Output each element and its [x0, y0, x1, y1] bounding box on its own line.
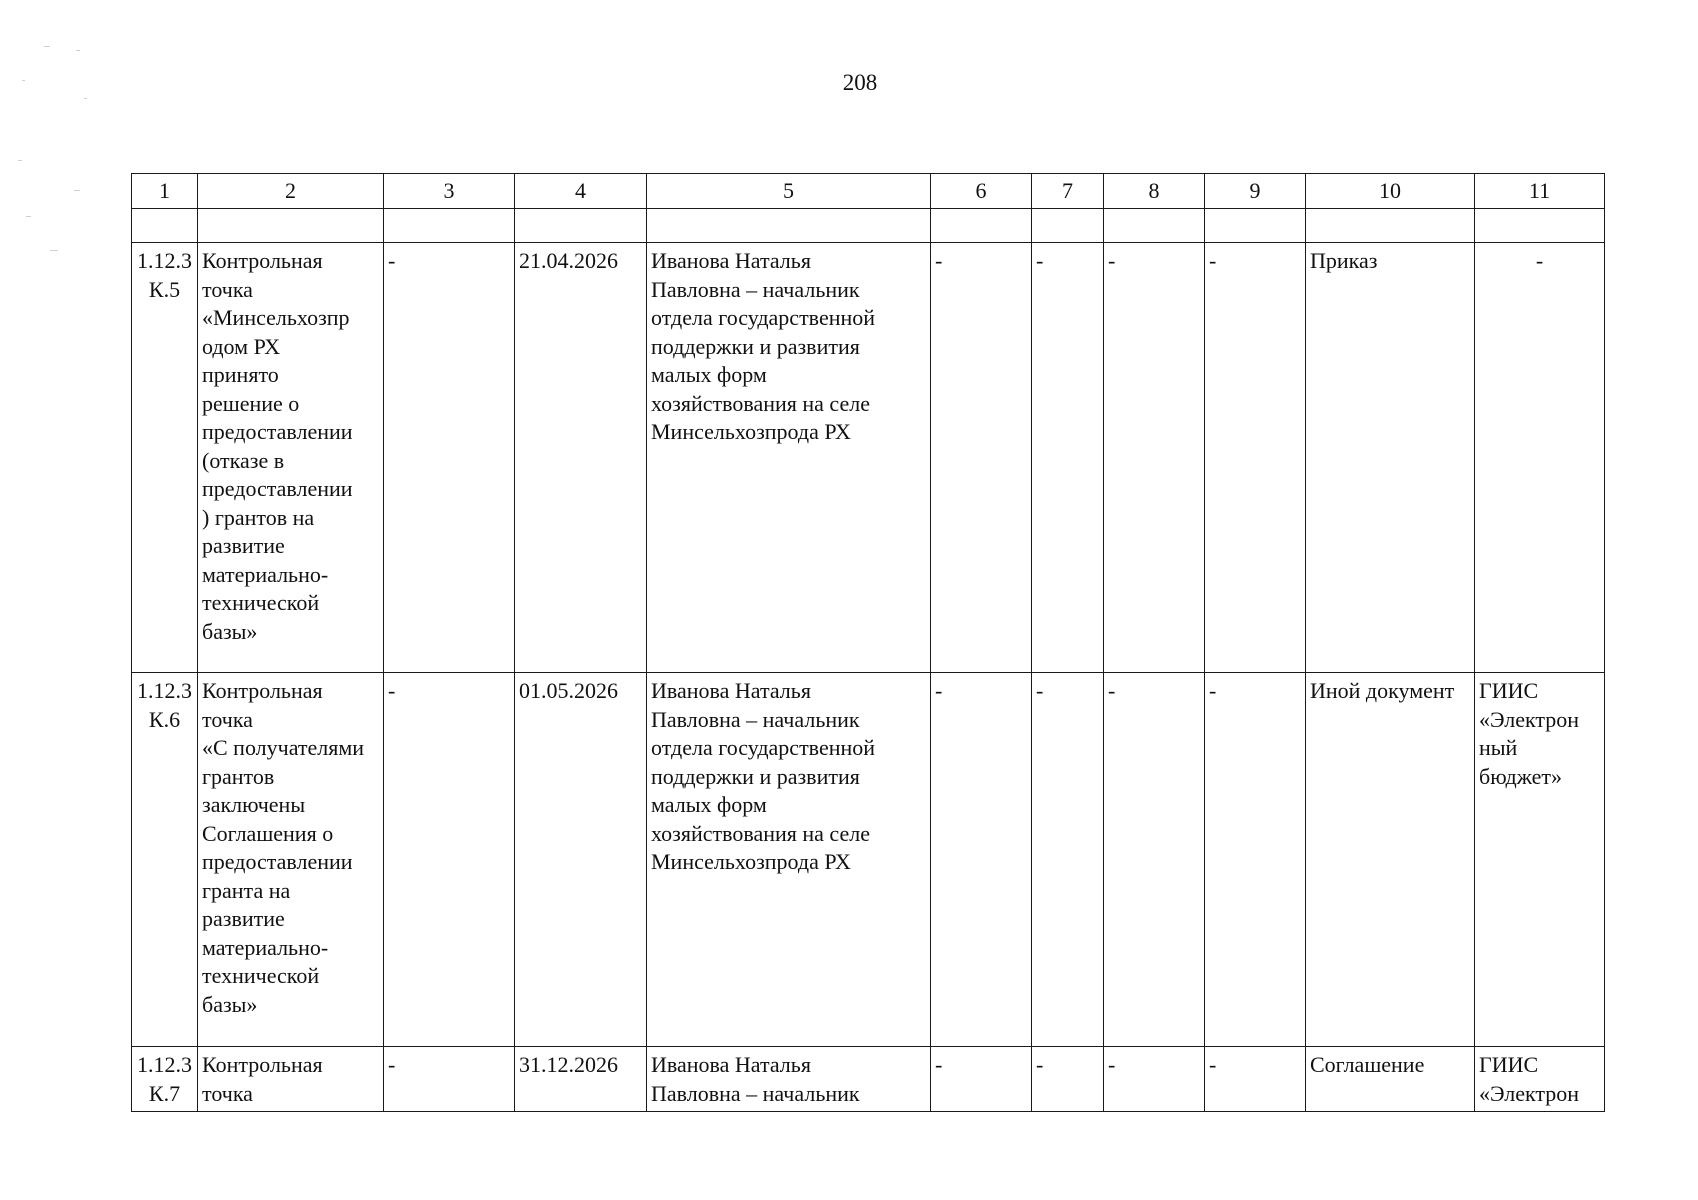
blank-cell: [647, 209, 931, 243]
blank-cell: [1032, 209, 1104, 243]
column-header-3: 3: [384, 174, 515, 209]
col3-value: -: [384, 673, 515, 1047]
information-system: ГИИС «Электрон ный бюджет»: [1475, 673, 1605, 1047]
col8-value: -: [1104, 243, 1205, 673]
item-name: Контрольная точка «Минсельхозпр одом РХ принято решение о предоставлении (отказе в предоставлении ) грантов на развитие материально- технической базы»: [198, 243, 384, 673]
col8-value: -: [1104, 1047, 1205, 1112]
column-header-5: 5: [647, 174, 931, 209]
column-header-11: 11: [1475, 174, 1605, 209]
col3-value: -: [384, 243, 515, 673]
col8-value: -: [1104, 673, 1205, 1047]
information-system: -: [1475, 243, 1605, 673]
blank-cell: [1306, 209, 1475, 243]
column-header-7: 7: [1032, 174, 1104, 209]
column-header-4: 4: [515, 174, 647, 209]
data-table: [131, 173, 1605, 1112]
blank-cell: [1205, 209, 1306, 243]
blank-cell: [515, 209, 647, 243]
blank-cell: [1104, 209, 1205, 243]
table-blank-row: [132, 209, 1605, 243]
due-date: 21.04.2026: [515, 243, 647, 673]
blank-cell: [198, 209, 384, 243]
blank-cell: [931, 209, 1032, 243]
column-header-1: 1: [132, 174, 198, 209]
column-header-9: 9: [1205, 174, 1306, 209]
col6-value: -: [931, 243, 1032, 673]
blank-cell: [384, 209, 515, 243]
document-type: Соглашение: [1306, 1047, 1475, 1112]
item-number: 1.12.3 К.6: [132, 673, 198, 1047]
blank-cell: [132, 209, 198, 243]
col7-value: -: [1032, 243, 1104, 673]
responsible-person: Иванова Наталья Павловна – начальник отдела государственной поддержки и развития малых форм хозяйствования на селе Минсельхозпрода РХ: [647, 243, 931, 673]
col9-value: -: [1205, 243, 1306, 673]
item-name: Контрольная точка: [198, 1047, 384, 1112]
page-number: 208: [842, 70, 878, 95]
document-type: Приказ: [1306, 243, 1475, 673]
table-row: [132, 1047, 1605, 1112]
column-header-10: 10: [1306, 174, 1475, 209]
due-date: 01.05.2026: [515, 673, 647, 1047]
col9-value: -: [1205, 673, 1306, 1047]
responsible-person: Иванова Наталья Павловна – начальник: [647, 1047, 931, 1112]
col6-value: -: [931, 1047, 1032, 1112]
col9-value: -: [1205, 1047, 1306, 1112]
information-system: ГИИС «Электрон: [1475, 1047, 1605, 1112]
col6-value: -: [931, 673, 1032, 1047]
col7-value: -: [1032, 1047, 1104, 1112]
due-date: 31.12.2026: [515, 1047, 647, 1112]
column-header-2: 2: [198, 174, 384, 209]
column-header-6: 6: [931, 174, 1032, 209]
column-header-8: 8: [1104, 174, 1205, 209]
item-number: 1.12.3 К.7: [132, 1047, 198, 1112]
table-row: [132, 243, 1605, 673]
item-name: Контрольная точка «С получателями грантов заключены Соглашения о предоставлении гранта на развитие материально- технической базы»: [198, 673, 384, 1047]
document-type: Иной документ: [1306, 673, 1475, 1047]
table-row: [132, 673, 1605, 1047]
col7-value: -: [1032, 673, 1104, 1047]
blank-cell: [1475, 209, 1605, 243]
responsible-person: Иванова Наталья Павловна – начальник отдела государственной поддержки и развития малых форм хозяйствования на селе Минсельхозпрода РХ: [647, 673, 931, 1047]
col3-value: -: [384, 1047, 515, 1112]
table-header-row: [132, 174, 1605, 209]
item-number: 1.12.3 К.5: [132, 243, 198, 673]
